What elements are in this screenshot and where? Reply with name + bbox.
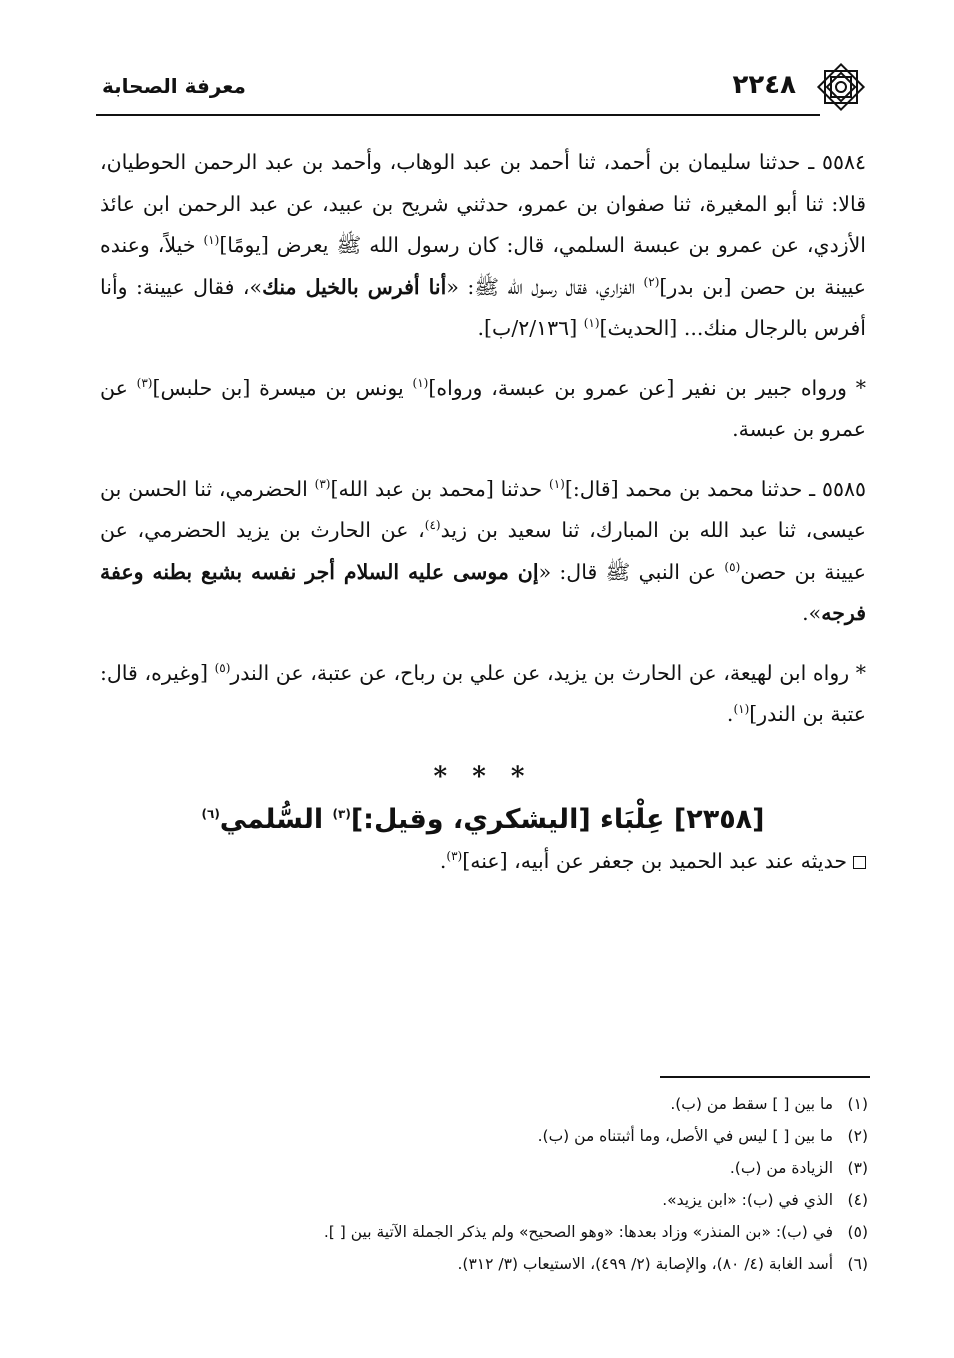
footnote-number: (٤) <box>847 1191 868 1209</box>
footnote-number: (١) <box>847 1095 868 1113</box>
header-rule <box>96 114 820 116</box>
star-ornament-icon <box>814 60 868 114</box>
footnote-item <box>88 1152 868 1184</box>
footnote-ref: (١) <box>733 702 750 717</box>
footnote-ref: (١) <box>583 316 600 331</box>
page-header <box>96 60 868 110</box>
text-run: ٥٥٨٤ ـ حدثنا سليمان بن أحمد، ثنا أحمد بن عبد الوهاب، وأحمد بن عبد الرحمن الحوطيان، قالا: ثنا أبو المغيرة، ثنا صفوان بن عمرو، حدثني شريح بن عبيد، عن عبد الرحمن ابن عائذ الأزدي، عن عمرو بن عبسة السلمي، قال: كان رسول الله ﷺ يعرض [يومًا] <box>100 150 866 257</box>
text-run: ». <box>802 601 822 625</box>
text-run: يونس بن ميسرة [بن حلبس] <box>152 375 413 400</box>
footnote-text: الذي في (ب): «ابن يزيد». <box>662 1191 834 1209</box>
footnote-ref: (٣) <box>332 806 351 821</box>
text-run: . <box>439 848 447 873</box>
footnote-item <box>88 1184 868 1216</box>
footnote-ref: (٥) <box>724 559 741 574</box>
section-separator: * * * <box>433 761 533 792</box>
text-run: الفزاري، فقال رسول الله ﷺ: « <box>446 274 644 299</box>
square-bullet-icon <box>853 856 866 869</box>
riwaya-note-1 <box>100 368 866 451</box>
entry-heading <box>100 804 866 835</box>
text-run: [٢/١٣٦/ب]. <box>477 316 584 340</box>
footnote-text: الزيادة من (ب). <box>729 1159 834 1177</box>
footnote-ref: (٤) <box>424 518 441 533</box>
footnote-item <box>88 1088 868 1120</box>
footnote-rule <box>660 1076 870 1078</box>
footnote-ref: (٥) <box>214 660 231 675</box>
footnote-ref: (٦) <box>201 806 220 821</box>
prophetic-saying: إن موسى عليه السلام أجر نفسه بشبع بطنه وعفة فرجه <box>100 559 866 625</box>
text-run: حدثنا [محمد بن عبد الله] <box>330 476 549 501</box>
footnote-text: في (ب): «بن المنذر» وزاد بعدها: «وهو الصحيح» ولم يذكر الجملة الآتية بين [ ]. <box>323 1223 834 1241</box>
entry-note <box>100 841 866 881</box>
footnote-ref: (١) <box>549 476 565 491</box>
text-run: * رواه ابن لهيعة، عن الحارث بن يزيد، عن علي بن رباح، عن عتبة، عن الندر <box>230 660 867 685</box>
footnote-ref: (٣) <box>446 848 463 863</box>
book-title: معرفة الصحابة <box>102 74 246 98</box>
text-run: ٥٥٨٥ ـ حدثنا محمد بن محمد [قال:] <box>564 476 866 501</box>
text-run: * ورواه جبير بن نفير [عن عمرو بن عبسة، ورواه] <box>428 375 866 400</box>
footnote-ref: (٣) <box>314 476 331 491</box>
footnote-number: (٦) <box>847 1255 868 1273</box>
main-text <box>100 142 866 881</box>
footnote-ref: (٢) <box>643 274 660 289</box>
footnote-item <box>88 1120 868 1152</box>
text-run: عن عمرو بن عبسة. <box>100 375 866 441</box>
entry-title: [٢٣٥٨] عِلْبَاء [اليشكري، وقيل:] <box>350 803 765 835</box>
text-run: [وغيره، قال: عتبة بن الندر] <box>100 660 866 726</box>
footnotes-list <box>88 1088 868 1280</box>
footnote-number: (٣) <box>847 1159 868 1177</box>
prophetic-saying: أنا أفرس بالخيل منك <box>262 274 447 299</box>
footnote-text: أسد الغابة (٤/ ٨٠)، والإصابة (٢/ ٤٩٩)، الاستيعاب (٣/ ٣١٢). <box>457 1255 834 1273</box>
text-run: عن النبي ﷺ قال: « <box>538 559 725 584</box>
text-run: خيلاً، وعنده عيينة بن حصن [بن بدر] <box>100 233 866 299</box>
footnote-ref: (٣) <box>136 375 153 390</box>
text-run: . <box>726 702 734 726</box>
hadith-5584 <box>100 142 866 350</box>
riwaya-note-2 <box>100 653 866 736</box>
text-run: ، عن الحارث بن يزيد الحضرمي، عن عيينة بن حصن <box>100 518 866 584</box>
footnote-text: ما بين [ ] ليس في الأصل، وما أثبتناه من (ب). <box>537 1127 834 1145</box>
hadith-5585 <box>100 469 866 635</box>
text-run: الحضرمي، ثنا الحسن بن عيسى، ثنا عبد الله بن المبارك، ثنا سعيد بن زيد <box>100 476 867 542</box>
footnote-text: ما بين [ ] سقط من (ب). <box>670 1095 834 1113</box>
entry-title-name: السُّلمي <box>219 803 333 835</box>
footnote-item <box>88 1248 868 1280</box>
text-run: حديثه عند عبد الحميد بن جعفر عن أبيه، [عنه] <box>462 848 847 873</box>
footnote-ref: (١) <box>203 233 220 248</box>
footnote-number: (٢) <box>847 1127 868 1145</box>
footnote-item <box>88 1216 868 1248</box>
footnote-number: (٥) <box>847 1223 868 1241</box>
page-number: ٢٢٤٨ <box>732 70 796 100</box>
footnote-ref: (١) <box>412 375 429 390</box>
text-run: »، فقال عيينة: وأنا أفرس بالرجال منك... [الحديث] <box>100 274 866 340</box>
